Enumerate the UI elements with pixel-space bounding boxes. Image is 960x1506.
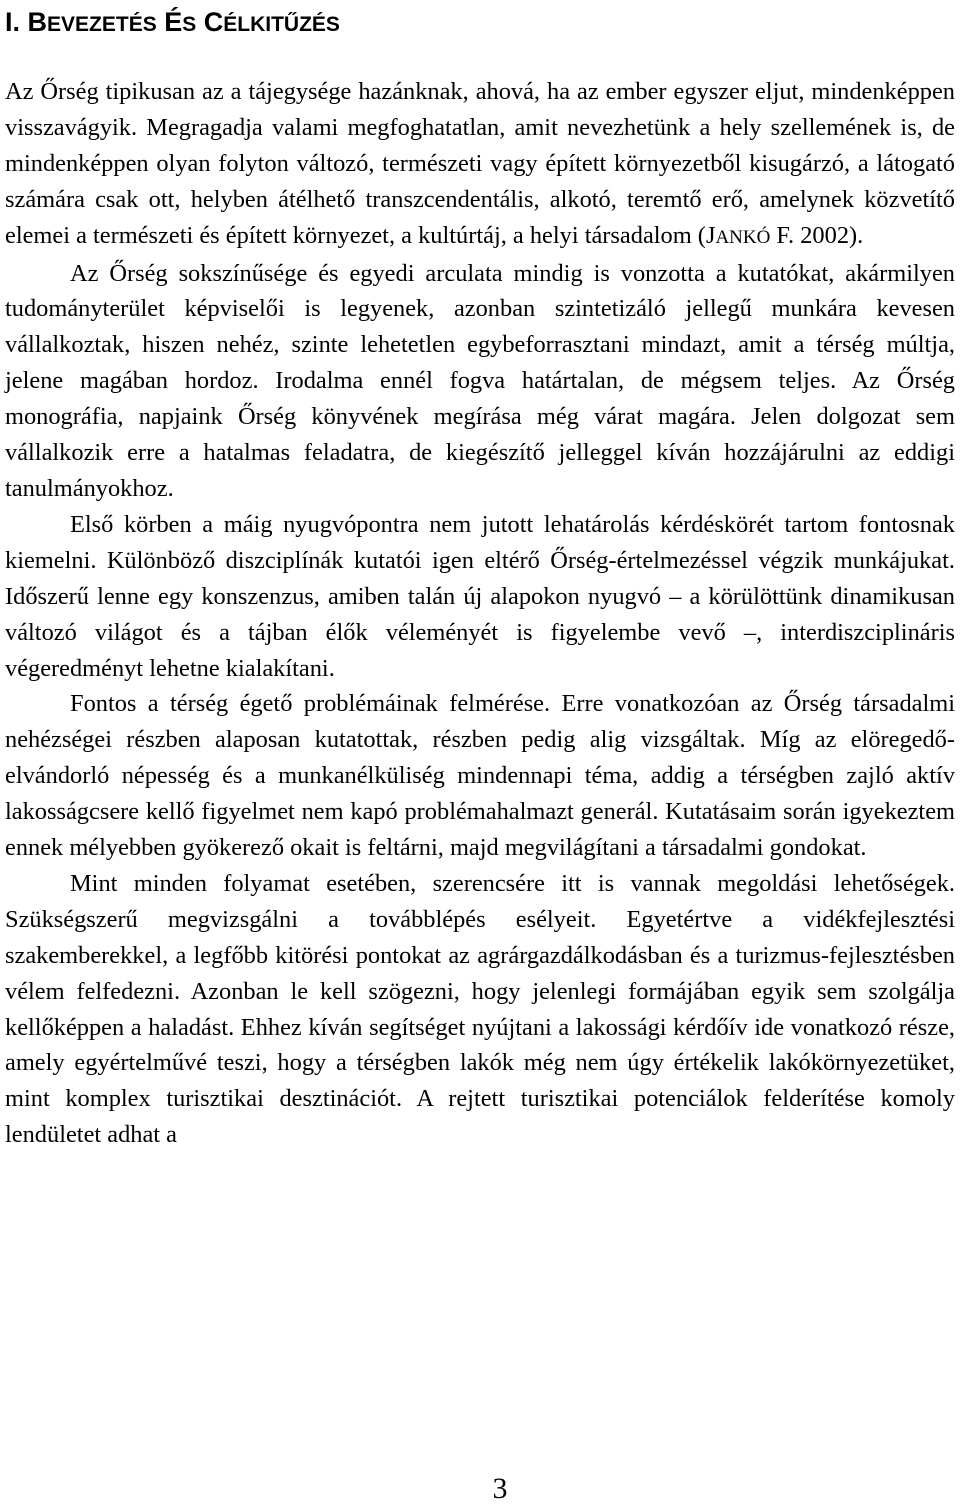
paragraph-2: Az Őrség sokszínűsége és egyedi arculata mindig is vonzotta a kutatókat, akármilyen tudományterület képviselői is legyenek, azonban szintetizáló jellegű munkára kevesen vállalkoztak, hiszen nehéz, szinte lehetetlen egybeforrasztani mindazt, amit a térség múltja, jelene magában hordoz. Irodalma ennél fogva határtalan, de mégsem teljes. Az Őrség monográfia, napjaink Őrség könyvének megírása még várat magára. Jelen dolgozat sem vállalkozik erre a hatalmas feladatra, de kiegészítő jelleggel kíván hozzájárulni az eddigi tanulmányokhoz.: [5, 259, 955, 502]
author-name-rest: ANKÓ: [715, 226, 771, 248]
paragraph-5: Mint minden folyamat esetében, szerencsére itt is vannak megoldási lehetőségek. Szükségszerű megvizsgálni a továbblépés esélyeit. Egyetértve a vidékfejlesztési szakemberekkel, a legfőbb kitörési pontokat az agrárgazdálkodásban és a turizmus-fejlesztésben vélem felfedezni. Azonban le kell szögezni, hogy jelenlegi formájában egyik sem szolgálja kellőképpen a haladást. Ehhez kíván segítséget nyújtani a lakossági kérdőív ide vonatkozó része, amely egyértelművé teszi, hogy a térségben lakók még nem úgy értékelik lakókörnyezetüket, mint komplex turisztikai desztinációt. A rejtett turisztikai potenciálok felderítése komoly lendületet adhat a: [5, 869, 955, 1149]
paragraph-3: Első körben a máig nyugvópontra nem jutott lehatárolás kérdéskörét tartom fontosnak kiemelni. Különböző diszciplínák kutatói igen eltérő Őrség-értelmezéssel végzik munkájukat. Időszerű lenne egy konszenzus, amiben talán új alapokon nyugvó – a körülöttünk dinamikusan változó világot és a tájban élők véleményét is figyelembe vevő –, interdiszciplináris végeredményt lehetne kialakítani.: [5, 510, 955, 682]
author-initial: J: [705, 221, 716, 249]
paragraph-1: [5, 74, 955, 256]
heading-word2-rest: S: [182, 13, 197, 36]
body-text: [5, 74, 955, 1153]
document-page: [5, 0, 955, 1153]
heading-word2-first: É: [156, 7, 183, 37]
paragraph-4: Fontos a térség égető problémáinak felmérése. Erre vonatkozóan az Őrség társadalmi nehézségei részben alaposan kutatottak, részben pedig alig vizsgáltak. Míg az elöregedő-elvándorló népesség és a munkanélküliség mindennapi téma, addig a térségben zajló aktív lakosságcsere kellő figyelmet nem kapó problémahalmazt generál. Kutatásaim során igyekeztem ennek mélyebben gyökerező okait is feltárni, majd megvilágítani a társadalmi gondokat.: [5, 690, 955, 862]
chapter-heading: [5, 0, 955, 40]
citation-tail: F. 2002).: [770, 221, 864, 249]
page-number: 3: [492, 1472, 508, 1505]
heading-numeral: I. B: [5, 7, 48, 37]
heading-word1-rest: EVEZETÉS: [47, 13, 157, 36]
heading-word3-first: C: [196, 7, 224, 37]
heading-word3-rest: ÉLKITŰZÉS: [223, 13, 340, 36]
paragraph-1-text: Az Őrség tipikusan az a tájegysége hazánknak, ahová, ha az ember egyszer eljut, mindenképpen visszavágyik. Megragadja valami megfoghatatlan, amit nevezhetünk a hely szellemének is, de mindenképpen olyan folyton változó, természeti vagy épített környezetből kisugárzó, a látogató számára csak ott, helyben átélhető transzcendentális, alkotó, teremtő erő, amelynek közvetítő elemei a természeti és épített környezet, a kultúrtáj, a helyi társadalom (: [5, 78, 955, 249]
